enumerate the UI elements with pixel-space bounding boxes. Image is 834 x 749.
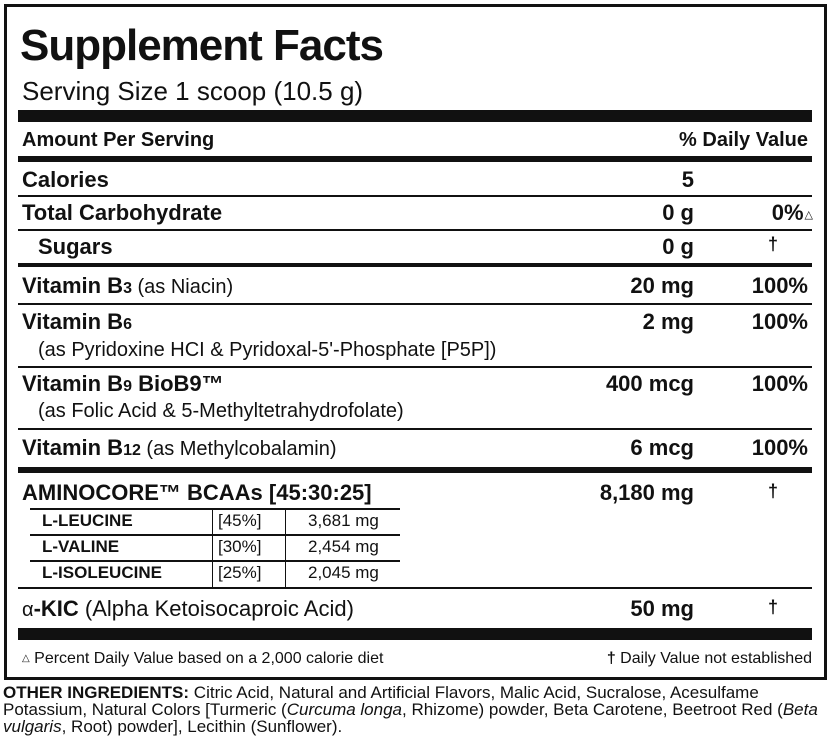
other-ingredients-italic: Curcuma longa <box>286 700 402 719</box>
thick-divider <box>18 628 812 640</box>
aminocore-label: AMINOCORE™ BCAAs [45:30:25] <box>22 480 372 505</box>
vitamin-b3-dv: 100% <box>751 273 808 298</box>
bcaa-divider <box>30 534 400 536</box>
vitamin-b9-dv: 100% <box>751 371 808 396</box>
total-carbohydrate-dv: 0%△ <box>771 200 813 225</box>
vitamin-b6-dv: 100% <box>751 309 808 334</box>
other-ingredients <box>0 684 834 735</box>
vitamin-b3-label: Vitamin B3 (as Niacin) <box>22 273 234 298</box>
bcaa-percent: [25%] <box>218 563 262 582</box>
vitamin-b6-label: Vitamin B6 <box>22 309 132 334</box>
vitamin-b12-dv: 100% <box>751 435 808 460</box>
panel-title: Supplement Facts <box>20 21 383 70</box>
sugars-dv-dagger: † <box>767 234 778 254</box>
vitamin-b9-detail: (as Folic Acid & 5-Methyltetrahydrofolate) <box>38 400 404 422</box>
medium-divider <box>18 467 812 473</box>
divider <box>18 366 812 368</box>
bcaa-amount: 2,045 mg <box>308 563 379 582</box>
other-ingredients-text: , Rhizome) powder, Beta Carotene, Beetroot Red ( <box>402 700 783 719</box>
divider <box>18 303 812 305</box>
akic-dv-dagger: † <box>767 597 778 617</box>
vitamin-b6-amount: 2 mg <box>642 309 694 334</box>
percent-dv-note: △ Percent Daily Value based on a 2,000 calorie diet <box>22 650 384 667</box>
dv-not-established-note: † Daily Value not established <box>606 650 812 667</box>
vitamin-b12-amount: 6 mcg <box>630 435 694 460</box>
vitamin-b6-detail: (as Pyridoxine HCI & Pyridoxal-5'-Phosphate [P5P]) <box>38 339 497 361</box>
medium-divider <box>18 156 812 162</box>
medium-divider <box>18 263 812 267</box>
other-ingredients-italic: Beta vulgaris <box>3 700 818 736</box>
aminocore-amount: 8,180 mg <box>599 480 694 505</box>
vitamin-b3-amount: 20 mg <box>630 273 694 298</box>
vitamin-b12-label: Vitamin B12 (as Methylcobalamin) <box>22 435 337 460</box>
divider <box>18 428 812 430</box>
amount-per-serving-header: Amount Per Serving <box>22 129 215 151</box>
other-ingredients-text: , Root) powder], Lecithin (Sunflower). <box>61 717 343 736</box>
vitamin-b9-label: Vitamin B9 BioB9™ <box>22 371 224 396</box>
divider <box>18 229 812 231</box>
sugars-label: Sugars <box>38 234 113 259</box>
calories-amount: 5 <box>681 167 694 192</box>
triangle-mark: △ <box>804 209 813 221</box>
serving-size: Serving Size 1 scoop (10.5 g) <box>22 76 364 106</box>
bcaa-name: L-LEUCINE <box>42 511 133 530</box>
bcaa-amount: 3,681 mg <box>308 511 379 530</box>
total-carbohydrate-amount: 0 g <box>662 200 694 225</box>
thick-divider <box>18 110 812 122</box>
bcaa-name: L-ISOLEUCINE <box>42 563 162 582</box>
akic-label: α-KIC (Alpha Ketoisocaproic Acid) <box>22 596 354 621</box>
sugars-amount: 0 g <box>662 234 694 259</box>
daily-value-header: % Daily Value <box>679 129 808 151</box>
bcaa-amount: 2,454 mg <box>308 537 379 556</box>
other-ingredients-text: Citric Acid, Natural and Artificial Flavors, Malic Acid, Sucralose, Acesulfame Potassium, Natural Colors [Turmeric ( <box>3 683 759 719</box>
akic-amount: 50 mg <box>630 596 694 621</box>
bcaa-percent: [30%] <box>218 537 262 556</box>
bcaa-percent: [45%] <box>218 511 262 530</box>
total-carbohydrate-label: Total Carbohydrate <box>22 200 223 225</box>
vitamin-b9-amount: 400 mcg <box>605 371 694 396</box>
divider <box>18 195 812 197</box>
calories-label: Calories <box>22 167 109 192</box>
bcaa-name: L-VALINE <box>42 537 120 556</box>
aminocore-dv-dagger: † <box>767 481 778 501</box>
bcaa-divider <box>30 560 400 562</box>
other-ingredients-label: OTHER INGREDIENTS: <box>3 683 190 702</box>
divider <box>18 587 812 589</box>
